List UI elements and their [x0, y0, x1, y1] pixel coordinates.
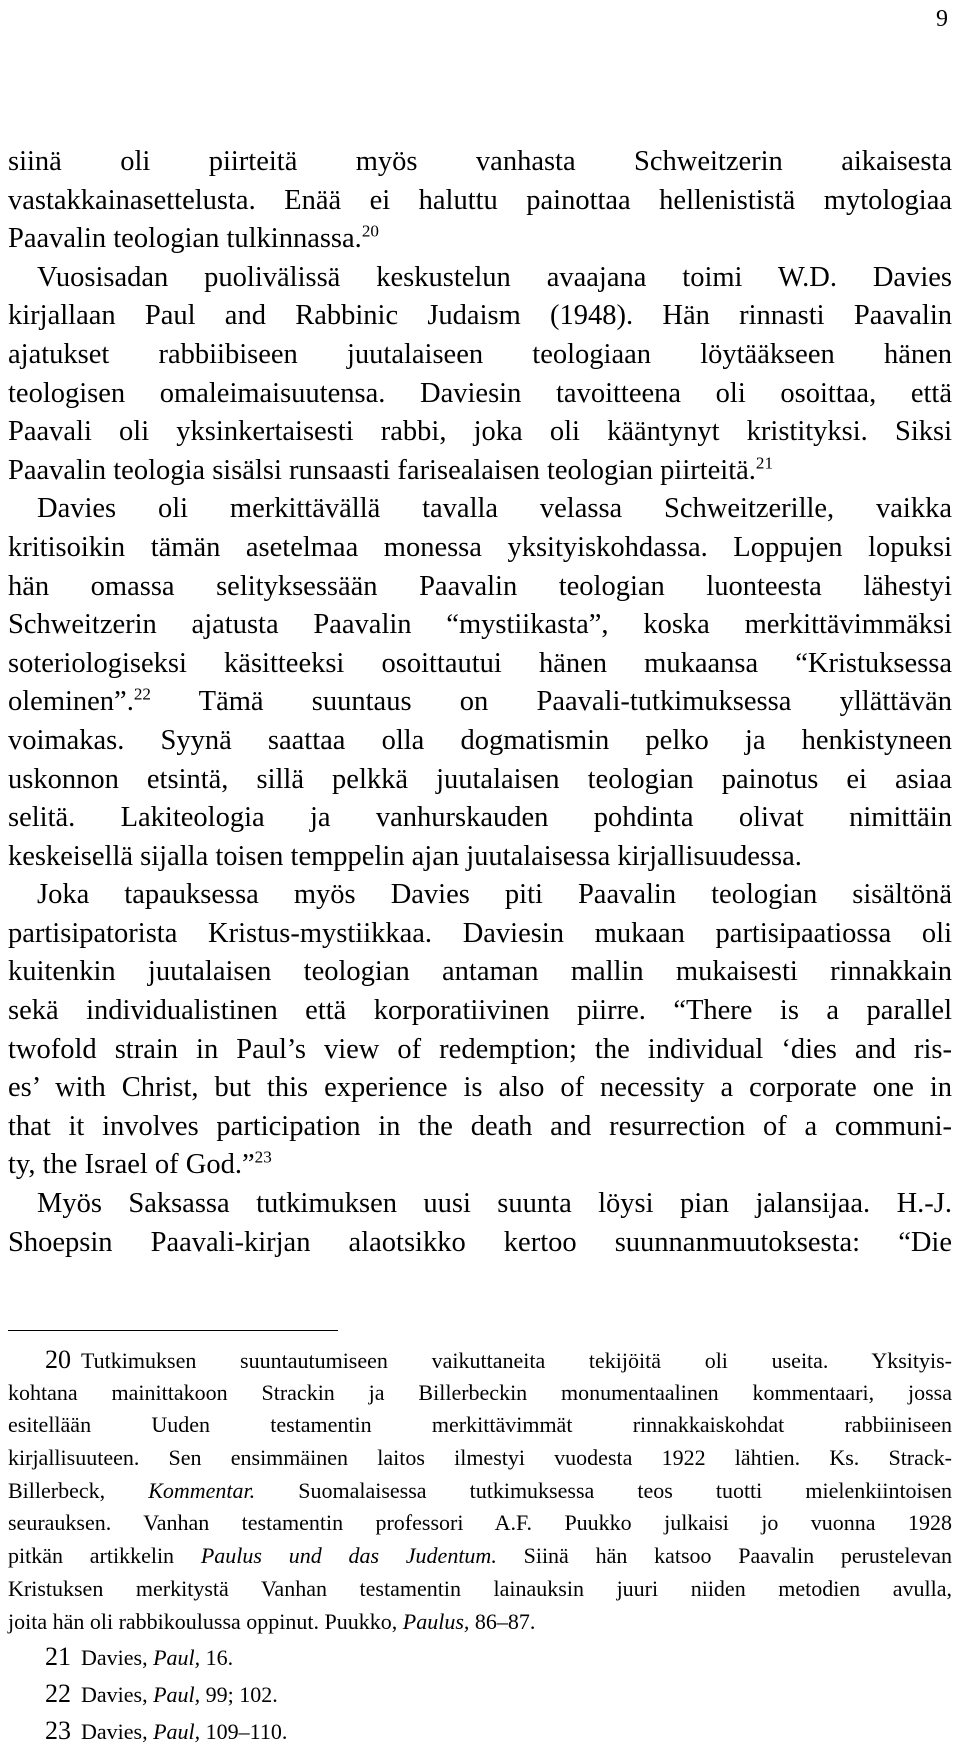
- footnote-number: 23: [45, 1716, 71, 1746]
- footnote-title: Paul,: [153, 1645, 201, 1671]
- footnote-text: 99; 102.: [200, 1682, 278, 1708]
- text-line: vastakkainasettelusta. Enää ei haluttu painottaa hellenististä mytologiaa: [8, 184, 952, 216]
- text-line: Shoepsin Paavali-kirjan alaotsikko kertoo suunnanmuutoksesta: “Die: [8, 1226, 952, 1258]
- footnote-line: kohtana mainittakoon Strackin ja Billerbeckin monumentaalinen kommentaari, jossa: [8, 1379, 952, 1405]
- text-line: uskonnon etsintä, sillä pelkkä juutalaisen teologian painotus ei asiaa: [8, 763, 952, 795]
- text-line: Paavali oli yksinkertaisesti rabbi, joka oli kääntynyt kristityksi. Siksi: [8, 416, 952, 448]
- footnote-text: Davies,: [81, 1719, 154, 1745]
- text-line: ty, the Israel of God.”$^{23}$: [8, 1147, 272, 1181]
- footnote-text: 16.: [200, 1645, 234, 1671]
- text-line: kuitenkin juutalaisen teologian antaman mallin mukaisesti rinnakkain: [8, 956, 952, 988]
- footnote-number: 22: [45, 1679, 71, 1709]
- footnote-text: Davies,: [81, 1682, 154, 1708]
- footnote-title: Paul,: [153, 1682, 201, 1708]
- footnote-text: 109–110.: [200, 1719, 288, 1745]
- text-line: Schweitzerin ajatusta Paavalin “mystiikasta”, koska merkittävimmäksi: [8, 609, 952, 641]
- footnote-ref: 22: [133, 684, 151, 704]
- text-line: Vuosisadan puolivälissä keskustelun avaajana toimi W.D. Davies: [37, 261, 952, 293]
- text-line: oleminen”.$^{22}$ Tämä suuntaus on Paavali-tutkimuksessa yllättävän: [8, 684, 952, 718]
- footnote-separator: [8, 1330, 338, 1331]
- text-line: twofold strain in Paul’s view of redemption; the individual ‘dies and ris-: [8, 1033, 952, 1065]
- text-line: sekä individualistinen että korporatiivinen piirre. “There is a parallel: [8, 995, 952, 1027]
- text-line: ajatukset rabbiibiseen juutalaiseen teologiaan löytääkseen hänen: [8, 338, 952, 370]
- text-line: soteriologiseksi käsitteeksi osoittautui hänen mukaansa “Kristuksessa: [8, 647, 952, 679]
- text-line: Myös Saksassa tutkimuksen uusi suunta löysi pian jalansijaa. H.-J.: [37, 1188, 952, 1220]
- text-line: that it involves participation in the death and resurrection of a communi-: [8, 1110, 952, 1142]
- footnote-line: 20 Tutkimuksen suuntautumiseen vaikuttaneita tekijöitä oli useita. Yksityis-: [8, 1344, 952, 1377]
- footnote-ref: 23: [254, 1147, 272, 1167]
- footnote-number: 21: [45, 1642, 71, 1672]
- footnote-21: [8, 1638, 952, 1675]
- footnote-line: Billerbeck, Kommentar. Suomalaisessa tutkimuksessa teos tuotti mielenkiintoisen: [8, 1477, 952, 1503]
- page-number: 9: [936, 6, 948, 32]
- text-line: hän omassa selityksessään Paavalin teologian luonteesta lähestyi: [8, 570, 952, 602]
- text-line: Paavalin teologia sisälsi runsaasti farisealaisen teologian piirteitä.$^{21}$: [8, 453, 773, 486]
- text-line: es’ with Christ, but this experience is also of necessity a corporate one in: [8, 1072, 952, 1104]
- footnote-title: Paul,: [153, 1719, 201, 1745]
- footnote-number: 20: [45, 1345, 71, 1374]
- footnote-line: kirjallisuuteen. Sen ensimmäinen laitos ilmestyi vuodesta 1922 lähtien. Ks. Strack-: [8, 1445, 952, 1471]
- footnote-line: Kristuksen merkitystä Vanhan testamentin lainauksin juuri niiden metodien avulla,: [8, 1575, 952, 1601]
- text-line: partisipatorista Kristus-mystiikkaa. Daviesin mukaan partisipaatiossa oli: [8, 917, 952, 949]
- text-line: Paavalin teologian tulkinnassa.$^{20}$: [8, 221, 379, 255]
- footnote-text: Davies,: [81, 1645, 154, 1671]
- footnote-23: [8, 1712, 952, 1749]
- text-line: voimakas. Syynä saattaa olla dogmatismin pelko ja henkistyneen: [8, 724, 952, 756]
- text-line: kirjallaan Paul and Rabbinic Judaism (1948). Hän rinnasti Paavalin: [8, 300, 952, 332]
- text-line: Joka tapauksessa myös Davies piti Paavalin teologian sisältönä: [37, 879, 952, 911]
- text-line: kritisoikin tämän asetelmaa monessa yksityiskohdassa. Loppujen lopuksi: [8, 531, 952, 563]
- footnotes: [8, 1344, 952, 1749]
- footnote-22: [8, 1675, 952, 1712]
- footnote-line: pitkän artikkelin Paulus und das Judentum. Siinä hän katsoo Paavalin perustelevan: [8, 1543, 953, 1569]
- footnote-line: seurauksen. Vanhan testamentin professori A.F. Puukko julkaisi jo vuonna 1928: [8, 1510, 952, 1536]
- footnote-ref: 21: [755, 453, 773, 473]
- footnote-line: esitellään Uuden testamentin merkittävimmät rinnakkaiskohdat rabbiiniseen: [8, 1412, 952, 1438]
- footnote-ref: 20: [361, 221, 379, 241]
- text-line: selitä. Lakiteologia ja vanhurskauden pohdinta olivat nimittäin: [8, 802, 952, 834]
- text-line: keskeisellä sijalla toisen temppelin ajan juutalaisessa kirjallisuudessa.: [8, 840, 802, 872]
- body-text: [8, 143, 952, 1262]
- footnote-20: [8, 1344, 952, 1638]
- text-line: teologisen omaleimaisuutensa. Daviesin tavoitteena oli osoittaa, että: [8, 377, 952, 409]
- text-line: Davies oli merkittävällä tavalla velassa Schweitzerille, vaikka: [37, 493, 952, 525]
- text-line: siinä oli piirteitä myös vanhasta Schweitzerin aikaisesta: [8, 146, 952, 177]
- footnote-line: joita hän oli rabbikoulussa oppinut. Puukko, Paulus, 86–87.: [8, 1608, 536, 1634]
